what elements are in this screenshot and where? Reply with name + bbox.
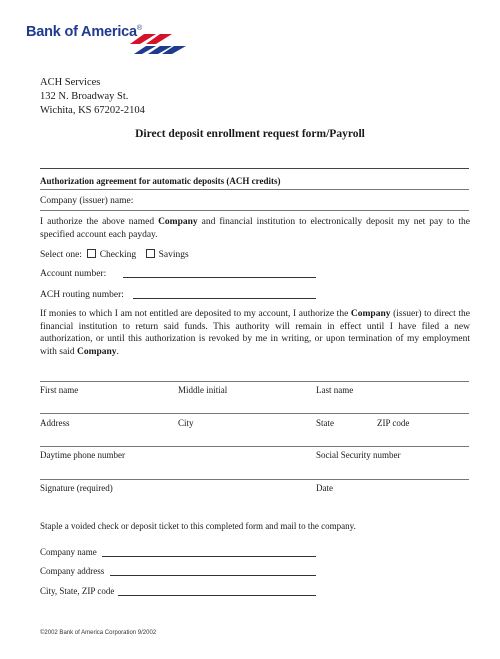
select-one-label: Select one: <box>40 250 82 260</box>
return-text-3: . <box>116 346 119 357</box>
phone-field-line[interactable] <box>40 446 469 447</box>
auth-text-2: and financial institution to electronically deposit my net pay to the specified account each payday. <box>40 217 470 240</box>
flag-stripes-icon <box>130 32 186 56</box>
form-title: Direct deposit enrollment request form/Payroll <box>135 128 365 140</box>
company-emph: Company <box>76 346 117 357</box>
date-label: Date <box>316 483 333 493</box>
company-city-state-zip-field[interactable] <box>118 595 316 596</box>
account-number-field[interactable] <box>123 277 316 278</box>
divider <box>40 189 469 190</box>
company-issuer-line[interactable] <box>40 210 469 211</box>
state-label: State <box>316 418 334 428</box>
address-line-1: ACH Services <box>40 77 101 88</box>
company-emph: Company <box>350 309 391 319</box>
address-field-line[interactable] <box>40 413 469 414</box>
first-name-label: First name <box>40 385 79 395</box>
ssn-label: Social Security number <box>316 450 401 460</box>
savings-label: Savings <box>158 250 189 260</box>
account-number-label: Account number: <box>40 269 107 279</box>
copyright: ©2002 Bank of America Corporation 9/2002 <box>40 630 157 636</box>
staple-instructions: Staple a voided check or deposit ticket to this completed form and mail to the company. <box>40 521 356 531</box>
company-issuer-label: Company (issuer) name: <box>40 196 134 206</box>
return-text-1: If monies to which I am not entitled are deposited to my account, I authorize the <box>40 309 351 319</box>
name-field-line[interactable] <box>40 381 469 382</box>
city-label: City <box>178 418 194 428</box>
company-name-label: Company name <box>40 547 97 557</box>
checking-checkbox[interactable] <box>87 249 96 258</box>
address-label: Address <box>40 418 70 428</box>
middle-initial-label: Middle initial <box>178 385 228 395</box>
signature-field-line[interactable] <box>40 479 469 480</box>
ach-address <box>40 76 145 118</box>
company-address-label: Company address <box>40 566 105 576</box>
company-name-field[interactable] <box>102 556 316 557</box>
signature-label: Signature (required) <box>40 483 113 493</box>
divider <box>40 168 469 169</box>
routing-number-label: ACH routing number: <box>40 290 124 300</box>
savings-checkbox[interactable] <box>146 249 155 258</box>
routing-number-field[interactable] <box>133 298 316 299</box>
company-address-field[interactable] <box>110 575 316 576</box>
last-name-label: Last name <box>316 385 354 395</box>
company-emph: Company <box>158 217 198 227</box>
address-line-2: 132 N. Broadway St. <box>40 91 129 102</box>
auth-text-1: I authorize the above named <box>40 217 159 227</box>
company-city-state-zip-label: City, State, ZIP code <box>40 586 115 596</box>
checking-label: Checking <box>99 250 137 260</box>
address-line-3: Wichita, KS 67202-2104 <box>40 105 145 116</box>
auth-paragraph <box>40 216 470 241</box>
zip-label: ZIP code <box>377 418 410 428</box>
bank-logo-text <box>26 24 142 40</box>
return-funds-paragraph <box>40 308 470 358</box>
select-one-row <box>40 249 189 262</box>
logo-wordmark: Bank of America <box>26 24 137 40</box>
trademark: ® <box>136 25 142 33</box>
auth-heading: Authorization agreement for automatic deposits (ACH credits) <box>40 176 281 186</box>
phone-label: Daytime phone number <box>40 450 125 460</box>
return-text-2: (issuer) to direct the financial institution to return said funds. This authority will remain in effect until I have filed a new authorization, or until this authorization is revoked by me in writing, or upon termination of my employment with said <box>40 309 470 357</box>
